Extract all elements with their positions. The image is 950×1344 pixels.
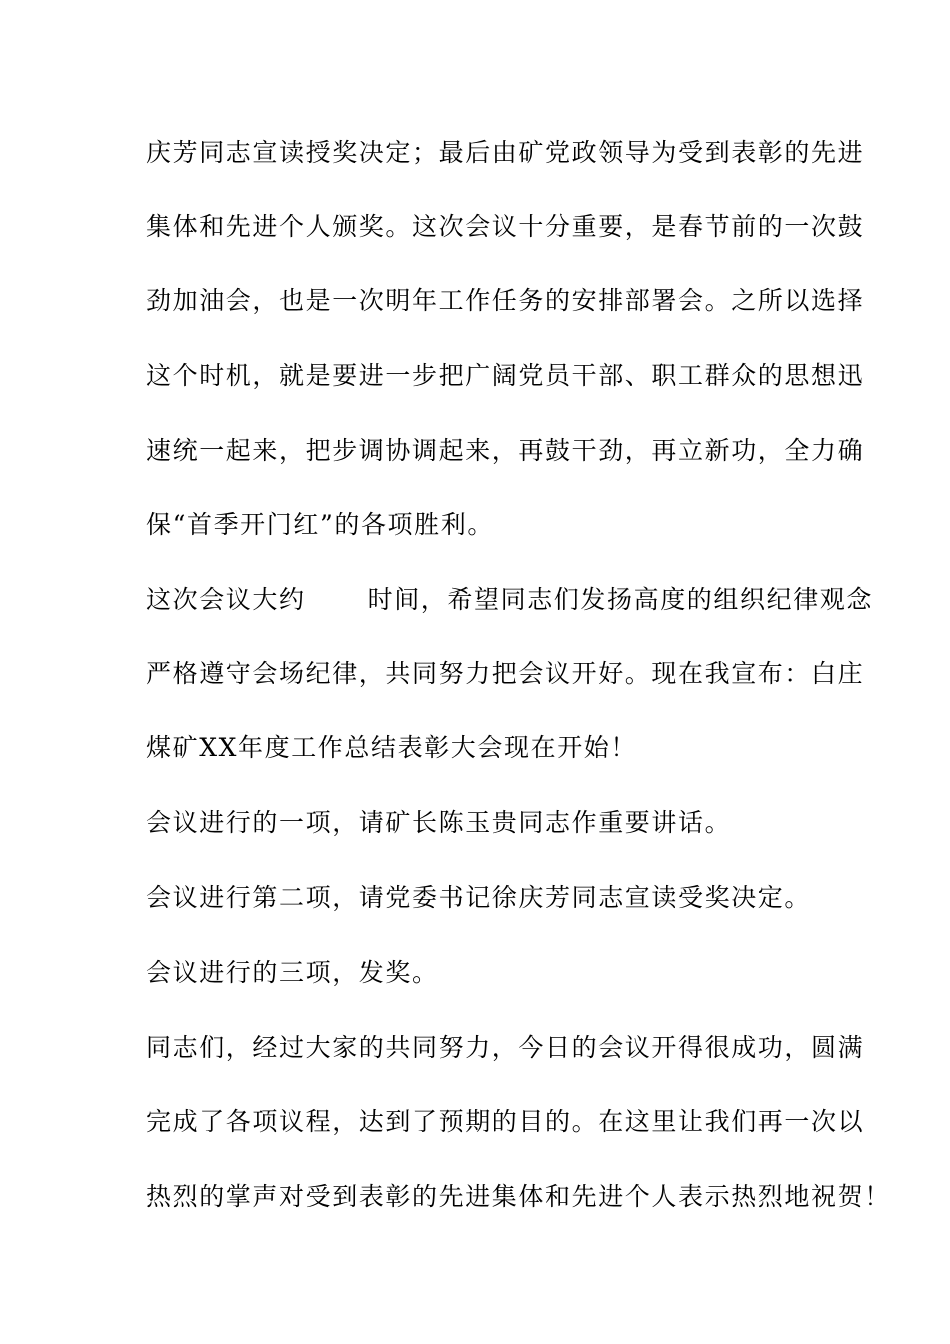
text-line-8: 严格遵守会场纪律，共同努力把会议开好。现在我宣布：白庄 [146, 659, 865, 688]
text-line-1: 庆芳同志宣读授奖决定；最后由矿党政领导为受到表彰的先进 [146, 138, 865, 167]
text-line-12: 会议进行的三项，发奖。 [146, 958, 439, 987]
text-line-11: 会议进行第二项，请党委书记徐庆芳同志宣读受奖决定。 [146, 883, 812, 912]
text-line-6: 保“首季开门红”的各项胜利。 [146, 510, 494, 539]
text-line-10: 会议进行的一项，请矿长陈玉贵同志作重要讲话。 [146, 808, 732, 837]
text-line-7-end: 时间，希望同志们发扬高度的组织纪律观念 [367, 585, 874, 614]
text-line-5: 速统一起来，把步调协调起来，再鼓干劲，再立新功，全力确 [146, 436, 865, 465]
text-line-3: 劲加油会，也是一次明年工作任务的安排部署会。之所以选择 [146, 286, 865, 315]
text-line-13: 同志们，经过大家的共同努力，今日的会议开得很成功，圆满 [146, 1033, 865, 1062]
text-line-9: 煤矿XX年度工作总结表彰大会现在开始！ [146, 733, 637, 762]
text-line-2: 集体和先进个人颁奖。这次会议十分重要，是春节前的一次鼓 [146, 212, 865, 241]
text-line-15: 热烈的掌声对受到表彰的先进集体和先进个人表示热烈地祝贺！ [146, 1182, 891, 1211]
text-line-14: 完成了各项议程，达到了预期的目的。在这里让我们再一次以 [146, 1107, 865, 1136]
text-line-4: 这个时机，就是要进一步把广阔党员干部、职工群众的思想迅 [146, 361, 865, 390]
text-line-7 [146, 585, 874, 615]
text-line-7-start: 这次会议大约 [146, 585, 306, 614]
